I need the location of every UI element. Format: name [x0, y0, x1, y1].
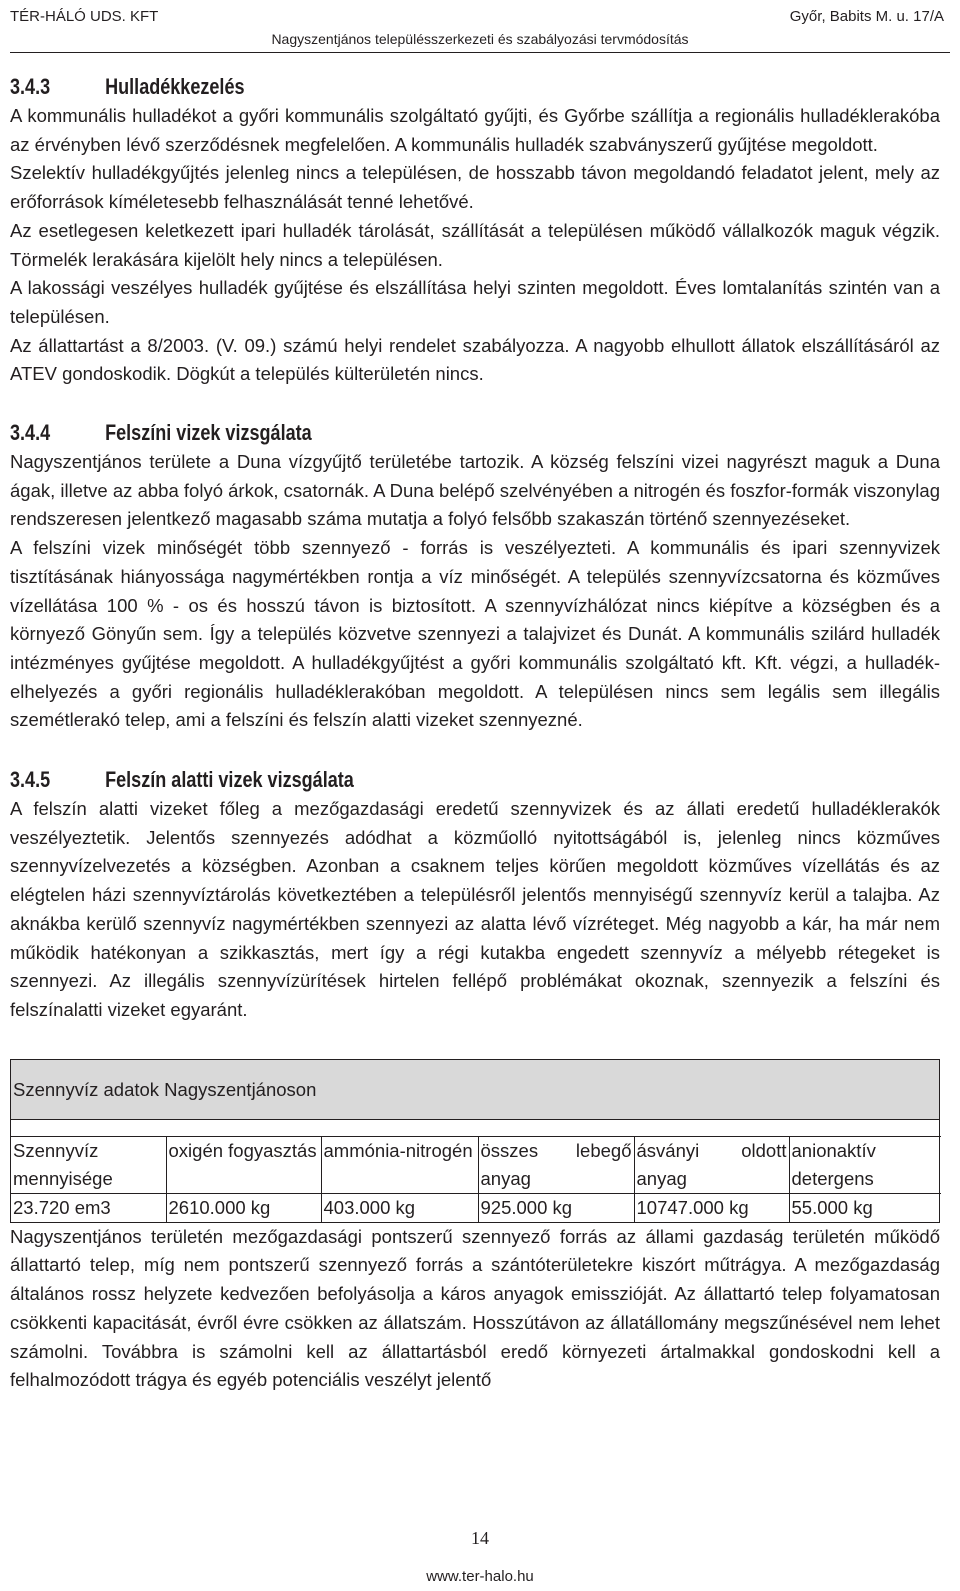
- table-cell: 2610.000 kg: [166, 1193, 321, 1222]
- table-row: [11, 1193, 941, 1222]
- section-title: Felszín alatti vizek vizsgálata: [105, 767, 354, 793]
- table-header-row: [11, 1136, 941, 1193]
- table-cell: 403.000 kg: [321, 1193, 478, 1222]
- header-company: TÉR-HÁLÓ UDS. KFT: [10, 8, 159, 25]
- table-header-cell: ásványi oldott anyag: [634, 1136, 789, 1193]
- paragraph: Az állattartást a 8/2003. (V. 09.) számú helyi rendelet szabályozza. A nagyobb elhullott állatok elszállításáról az ATEV gondoskodik. Dögkút a település külterületén nincs.: [10, 334, 940, 385]
- section-title: Felszíni vizek vizsgálata: [105, 420, 312, 446]
- paragraph: Nagyszentjános területe a Duna vízgyűjtő területébe tartozik. A község felszíni vizei nagyrészt maguk a Duna ágak, illetve az abba folyó árkok, csatornák. A Duna belépő szelvényében a nitrogén és foszfor-formák viszonylag rendszeresen jelentkező magasabb száma mutatja a folyó felsőbb szakaszán történő szennyezéseket.: [10, 451, 940, 530]
- table-grid: [11, 1136, 941, 1222]
- footer-url: www.ter-halo.hu: [426, 1568, 534, 1585]
- wastewater-table: [10, 1059, 940, 1223]
- page-header: [0, 0, 960, 45]
- paragraph: A felszíni vizek minőségét több szennyező - forrás is veszélyezteti. A kommunális és ipari szennyvizek tisztításának hiányossága nagymértékben rontja a víz minőségét. A település szennyvízcsatorna és közműves vízellátása 100 % - os és hosszú távon is biztosított. A szennyvízhálózat nincs kiépítve a községben és a környező Gönyűn sem. Így a település közvetve szennyezi a talajvizet és Dunát. A kommunális szilárd hulladék intézményes gyűjtése megoldott. A hulladékgyűjtést a győri kommunális szolgáltató kft. Kft. végzi, a hulladék-elhelyezés a győri regionális hulladéklerakóban megoldott. A településen nincs sem legális sem illegális szemétlerakó telep, ami a felszíni és felszín alatti vizeket szennyezné.: [10, 537, 940, 731]
- document-body: [10, 72, 940, 1395]
- header-subtitle: Nagyszentjános településszerkezeti és szabályozási tervmódosítás: [271, 31, 689, 47]
- paragraph: Szelektív hulladékgyűjtés jelenleg nincs a településen, de hosszabb távon megoldandó feladatot jelent, mely az erőforrások kíméletesebb felhasználását tenné lehetővé.: [10, 162, 940, 213]
- section-number: 3.4.3: [10, 74, 51, 99]
- table-cell: 23.720 em3: [11, 1193, 166, 1222]
- section-heading-hulladekkezeles: [10, 72, 925, 102]
- paragraph: A felszín alatti vizeket főleg a mezőgazdasági eredetű szennyvizek és az állati eredetű hulladéklerakók veszélyeztetik. Jelentős szennyezés adódhat a közműolló nyitottságából is, jelenleg nincs közműves szennyvízelvezetés a községben. Azonban a csaknem teljes körűen megoldott közműves vízellátás és az elégtelen házi szennyvíztárolás következtében a településről jelentős mennyiségű szennyvíz kerül a talajba. Az aknákba kerülő szennyvíz nagymértékben szennyezi az alatta lévő vízréteget. Még nagyobb a kár, ha már nem működik hatékonyan a szikkasztás, mert így a régi kutakba engedett szennyvíz a mélyebb rétegeket is szennyezi. Az illegális szennyvízürítések hirtelen fellépő problémákat okoznak, szennyezik a felszíni és felszínalatti vizeket egyaránt.: [10, 798, 940, 1020]
- table-title: Szennyvíz adatok Nagyszentjánoson: [11, 1060, 939, 1120]
- table-cell: 55.000 kg: [789, 1193, 941, 1222]
- table-cell: 10747.000 kg: [634, 1193, 789, 1222]
- table-header-cell: ammónia-nitrogén: [321, 1136, 478, 1193]
- paragraph: Nagyszentjános területén mezőgazdasági pontszerű szennyező forrás az állami gazdaság területén működő állattartó telep, míg nem pontszerű szennyező forrás a szántóterületekre kiszórt műtrágya. A mezőgazdaság általános rossz helyzete kedvezően befolyásolja a káros anyagok emisszióját. Az állattartó telep folyamatosan csökkenti kapacitását, évről évre csökken az állatszám. Hosszútávon az állatállomány megszűnésével nem lehet számolni. Továbbra is számolni kell az állattartásból eredő környezeti ártalmakkal gondoskodni kell a felhalmozódott trágya és egyéb potenciális veszélyt jelentő: [10, 1225, 940, 1391]
- page-number: 14: [471, 1528, 489, 1548]
- section-heading-felszin-alatti-vizek: [10, 765, 925, 795]
- paragraph: A kommunális hulladékot a győri kommunális szolgáltató gyűjti, és Győrbe szállítja a regionális hulladéklerakóba az érvényben lévő szerződésnek megfelelően. A kommunális hulladék szabványszerű gyűjtése megoldott.: [10, 105, 940, 155]
- table-header-cell: összes lebegő anyag: [478, 1136, 634, 1193]
- paragraph: A lakossági veszélyes hulladék gyűjtése és elszállítása helyi szinten megoldott. Éves lomtalanítás szintén van a településen.: [10, 277, 940, 327]
- section-number: 3.4.5: [10, 767, 51, 793]
- header-divider: [10, 52, 950, 53]
- section-title: Hulladékkezelés: [105, 74, 245, 99]
- table-header-cell: oxigén fogyasztás: [166, 1136, 321, 1193]
- header-address: Győr, Babits M. u. 17/A: [789, 8, 944, 25]
- table-header-cell: anionaktív detergens: [789, 1136, 941, 1193]
- section-number: 3.4.4: [10, 420, 51, 446]
- section-heading-felszini-vizek: [10, 418, 925, 448]
- table-cell: 925.000 kg: [478, 1193, 634, 1222]
- paragraph: Az esetlegesen keletkezett ipari hulladék tárolását, szállítását a településen működő vállalkozók maguk végzik. Törmelék lerakására kijelölt hely nincs a településen.: [10, 219, 940, 270]
- table-header-cell: Szennyvíz mennyisége: [11, 1136, 166, 1193]
